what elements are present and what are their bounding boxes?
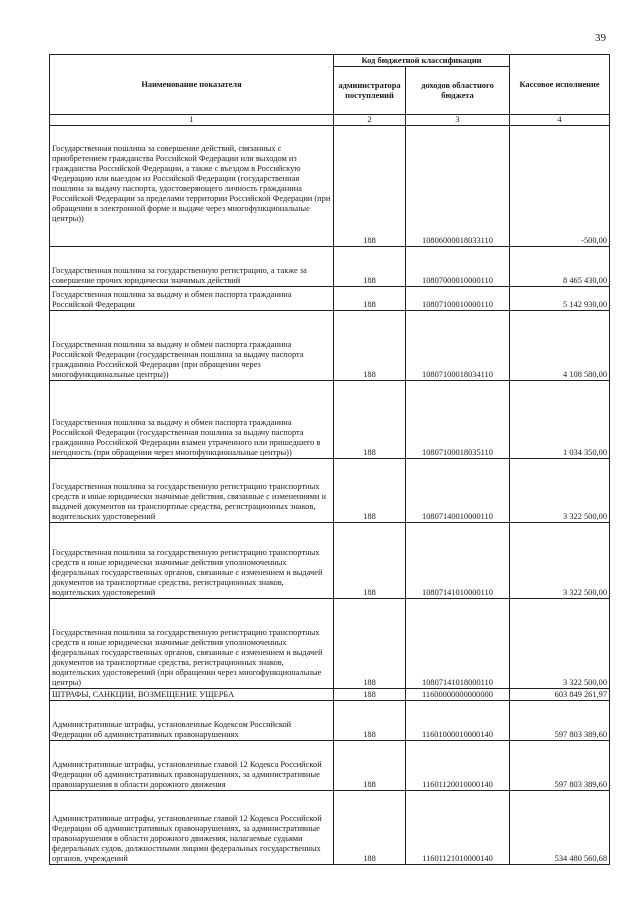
row-admin-code: 188 [334,287,406,311]
row-name: Государственная пошлина за выдачу и обмен паспорта гражданина Российской Федерации (государственная пошлина за выдачу паспорта гражданина Российской Федерации (при обращении через многофункциональные центры)) [50,311,334,381]
row-revenue-code: 11600000000000000 [406,689,510,701]
row-amount: 1 034 350,00 [510,381,610,459]
row-name: Государственная пошлина за выдачу и обмен паспорта гражданина Российской Федерации [50,287,334,311]
row-admin-code: 188 [334,247,406,287]
table-row [50,126,610,247]
row-amount: 5 142 930,00 [510,287,610,311]
header-classification: Код бюджетной классификации [334,55,510,67]
row-revenue-code: 10807100018035110 [406,381,510,459]
row-amount: 603 849 261,97 [510,689,610,701]
row-admin-code: 188 [334,523,406,599]
header-execution: Кассовое исполнение [510,55,610,115]
row-amount: 3 322 500,00 [510,523,610,599]
table-row [50,791,610,865]
row-amount: 597 803 389,60 [510,741,610,791]
row-name: Государственная пошлина за государственную регистрацию транспортных средств и иные юридически значимые действия уполномоченных федеральных государственных органов, связанные с изменением и выдачей документов на транспортные средства, регистрационных знаков, водительских удостоверений (при обращении через многофункциональные центры) [50,599,334,689]
table-row [50,689,610,701]
header-administrator: администратора поступлений [334,67,406,115]
row-revenue-code: 11601121010000140 [406,791,510,865]
col-number-4: 4 [510,115,610,126]
table-row [50,287,610,311]
col-number-1: 1 [50,115,334,126]
row-admin-code: 188 [334,126,406,247]
row-amount: 3 322 500,00 [510,599,610,689]
row-revenue-code: 11601120010000140 [406,741,510,791]
row-admin-code: 188 [334,741,406,791]
row-name: ШТРАФЫ, САНКЦИИ, ВОЗМЕЩЕНИЕ УЩЕРБА [50,689,334,701]
table-row [50,701,610,741]
row-name: Государственная пошлина за государственную регистрацию транспортных средств и иные юридически значимые действия, связанные с изменениями и выдачей документов на транспортные средства, регистрационных знаков, водительских удостоверений [50,459,334,523]
row-name: Административные штрафы, установленные главой 12 Кодекса Российской Федерации об административных правонарушениях, за административные правонарушения в области дорожного движения, налагаемые судьями федеральных судов, должностными лицами федеральных государственных органов, учреждений [50,791,334,865]
table-row [50,381,610,459]
header-indicator: Наименование показателя [50,55,334,115]
row-amount: 4 108 580,00 [510,311,610,381]
row-revenue-code: 10807100018034110 [406,311,510,381]
row-admin-code: 188 [334,381,406,459]
row-admin-code: 188 [334,791,406,865]
col-number-2: 2 [334,115,406,126]
row-name: Административные штрафы, установленные главой 12 Кодекса Российской Федерации об административных правонарушениях, за административные правонарушения в области дорожного движения [50,741,334,791]
row-admin-code: 188 [334,459,406,523]
row-revenue-code: 10807000010000110 [406,247,510,287]
page-number: 39 [595,32,606,44]
row-revenue-code: 10807100010000110 [406,287,510,311]
row-revenue-code: 10807141010000110 [406,523,510,599]
row-admin-code: 188 [334,689,406,701]
table-row [50,741,610,791]
budget-execution-table [49,54,610,865]
row-admin-code: 188 [334,311,406,381]
row-amount: 3 322 500,00 [510,459,610,523]
row-name: Государственная пошлина за совершение действий, связанных с приобретением гражданства Российской Федерации или выходом из гражданства Российской Федерации, а также с въездом в Российскую Федерацию или выездом из Российской Федерации (государственная пошлина за выдачу паспорта, удостоверяющего личность гражданина Российской Федерации за пределами территории Российской Федерации (при обращении в электронной форме и выдаче через многофункциональные центры)) [50,126,334,247]
row-revenue-code: 11601000010000140 [406,701,510,741]
row-revenue-code: 10807140010000110 [406,459,510,523]
row-amount: 8 465 430,00 [510,247,610,287]
row-name: Государственная пошлина за государственную регистрацию транспортных средств и иные юридически значимые действия уполномоченных федеральных государственных органов, связанные с изменением и выдачей документов на транспортные средства, регистрационных знаков, водительских удостоверений [50,523,334,599]
row-amount: -500,00 [510,126,610,247]
row-admin-code: 188 [334,701,406,741]
table-row [50,599,610,689]
table-row [50,523,610,599]
table-row [50,247,610,287]
row-name: Государственная пошлина за государственную регистрацию, а также за совершение прочих юридически значимых действий [50,247,334,287]
row-revenue-code: 10807141018000110 [406,599,510,689]
table-row [50,459,610,523]
row-amount: 534 480 560,68 [510,791,610,865]
col-number-3: 3 [406,115,510,126]
row-revenue-code: 10806000018033110 [406,126,510,247]
table-row [50,311,610,381]
header-revenue: доходов областного бюджета [406,67,510,115]
row-name: Административные штрафы, установленные Кодексом Российской Федерации об административных правонарушениях [50,701,334,741]
row-name: Государственная пошлина за выдачу и обмен паспорта гражданина Российской Федерации (государственная пошлина за выдачу паспорта гражданина Российской Федерации взамен утраченного или пришедшего в негодность (при обращении через многофункциональные центры)) [50,381,334,459]
row-amount: 597 803 389,60 [510,701,610,741]
row-admin-code: 188 [334,599,406,689]
